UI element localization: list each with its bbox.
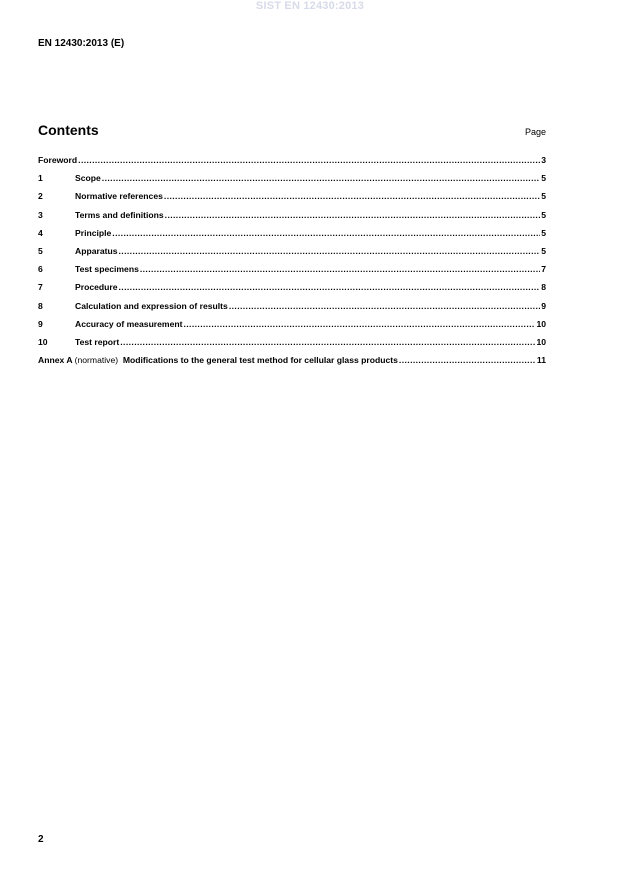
toc-leader-dots bbox=[112, 228, 540, 238]
toc-entry-number: 5 bbox=[38, 245, 43, 256]
toc-leader-dots bbox=[102, 173, 540, 183]
toc-leader-dots bbox=[119, 282, 541, 292]
toc-entry-number: 2 bbox=[38, 191, 43, 202]
toc-entry-foreword[interactable] bbox=[38, 155, 546, 173]
toc-entry-number: 7 bbox=[38, 282, 43, 293]
toc-entry-title: Apparatus bbox=[75, 245, 118, 256]
toc-entry-test-specimens[interactable] bbox=[38, 264, 546, 282]
table-of-contents bbox=[38, 155, 546, 373]
toc-leader-dots bbox=[165, 210, 541, 220]
toc-entry-title: Test specimens bbox=[75, 264, 139, 275]
toc-entry-page: 5 bbox=[541, 245, 546, 256]
toc-entry-page: 5 bbox=[541, 173, 546, 184]
toc-leader-dots bbox=[120, 337, 535, 347]
toc-entry-title: Normative references bbox=[75, 191, 163, 202]
toc-annex-title: Modifications to the general test method for cellular glass products bbox=[122, 355, 398, 366]
toc-annex-label: Annex A bbox=[38, 355, 73, 366]
toc-leader-dots bbox=[399, 355, 536, 365]
toc-leader-dots bbox=[229, 301, 540, 311]
toc-entry-title: Accuracy of measurement bbox=[75, 318, 183, 329]
toc-entry-page: 10 bbox=[536, 318, 546, 329]
page-number: 2 bbox=[38, 834, 44, 845]
toc-entry-calculation[interactable] bbox=[38, 301, 546, 319]
toc-entry-page: 11 bbox=[536, 355, 546, 366]
toc-entry-number: 3 bbox=[38, 209, 43, 220]
toc-leader-dots bbox=[183, 319, 535, 329]
toc-entry-test-report[interactable] bbox=[38, 337, 546, 355]
watermark: SIST EN 12430:2013 bbox=[255, 0, 365, 12]
toc-leader-dots bbox=[119, 246, 541, 256]
toc-entry-page: 3 bbox=[541, 155, 546, 165]
toc-entry-page: 5 bbox=[541, 209, 546, 220]
toc-entry-title: Procedure bbox=[75, 282, 118, 293]
document-id: EN 12430:2013 (E) bbox=[38, 38, 125, 49]
toc-leader-dots bbox=[140, 264, 540, 274]
toc-entry-accuracy[interactable] bbox=[38, 319, 546, 337]
toc-entry-title: Foreword bbox=[38, 155, 78, 165]
toc-entry-title: Principle bbox=[75, 227, 112, 238]
toc-annex-qualifier: (normative) bbox=[74, 355, 119, 366]
toc-entry-number: 10 bbox=[38, 336, 48, 347]
toc-entry-number: 9 bbox=[38, 318, 43, 329]
toc-entry-page: 5 bbox=[541, 227, 546, 238]
toc-entry-title: Test report bbox=[75, 336, 120, 347]
toc-entry-principle[interactable] bbox=[38, 228, 546, 246]
toc-entry-number: 6 bbox=[38, 264, 43, 275]
toc-entry-page: 8 bbox=[541, 282, 546, 293]
toc-entry-number: 1 bbox=[38, 173, 43, 184]
toc-entry-terms-and-definitions[interactable] bbox=[38, 210, 546, 228]
contents-heading: Contents bbox=[38, 122, 99, 138]
toc-entry-annex-a[interactable] bbox=[38, 355, 546, 373]
page-column-label: Page bbox=[524, 127, 546, 137]
toc-leader-dots bbox=[78, 155, 540, 165]
toc-entry-page: 10 bbox=[536, 336, 546, 347]
toc-entry-number: 8 bbox=[38, 300, 43, 311]
toc-entry-title: Scope bbox=[75, 173, 101, 184]
toc-entry-page: 9 bbox=[541, 300, 546, 311]
toc-entry-title: Terms and definitions bbox=[75, 209, 164, 220]
toc-entry-page: 7 bbox=[541, 264, 546, 275]
toc-entry-page: 5 bbox=[541, 191, 546, 202]
toc-entry-scope[interactable] bbox=[38, 173, 546, 191]
toc-entry-procedure[interactable] bbox=[38, 282, 546, 300]
toc-entry-normative-references[interactable] bbox=[38, 191, 546, 209]
toc-annex-heading bbox=[38, 355, 398, 365]
toc-entry-number: 4 bbox=[38, 227, 43, 238]
toc-entry-title: Calculation and expression of results bbox=[75, 300, 228, 311]
toc-entry-apparatus[interactable] bbox=[38, 246, 546, 264]
toc-leader-dots bbox=[164, 191, 540, 201]
